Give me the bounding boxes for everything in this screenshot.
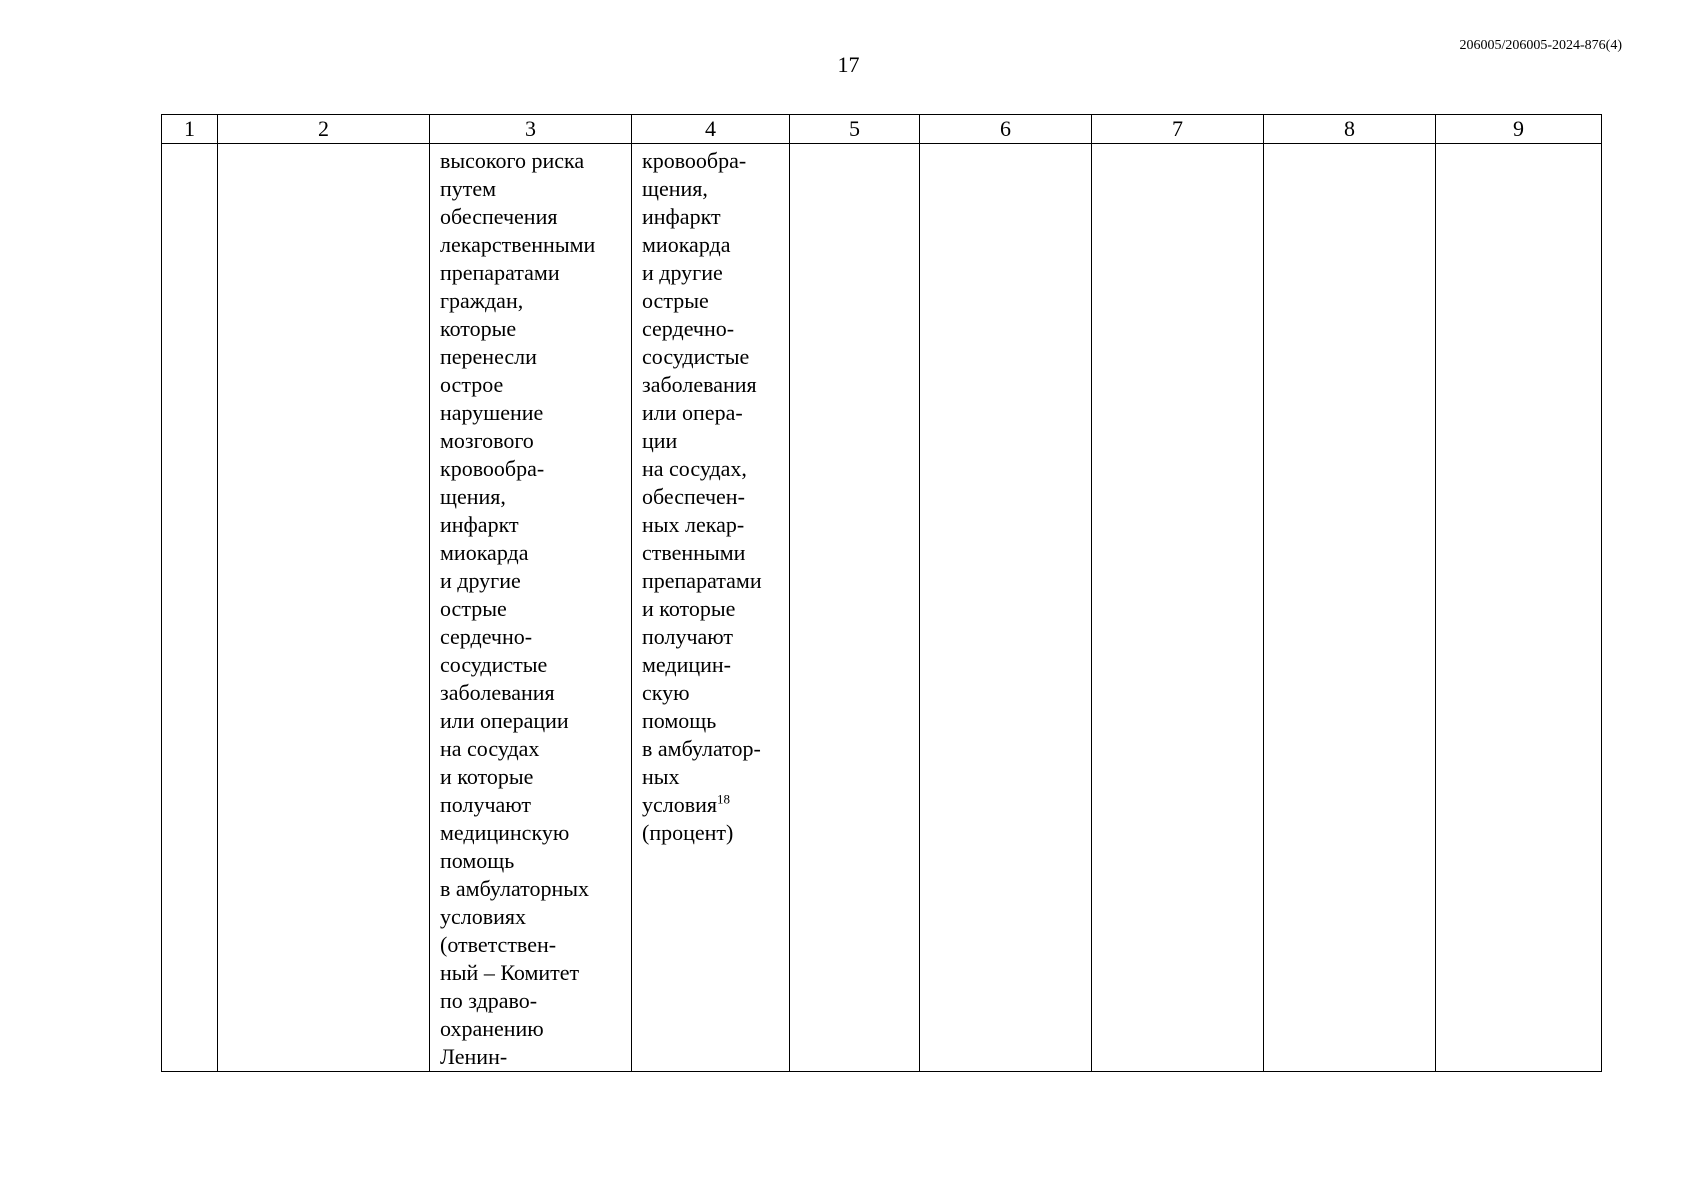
cell-col-4 <box>632 144 790 1072</box>
text-line: инфаркт <box>440 512 519 537</box>
text-line: медицинскую <box>440 820 570 845</box>
text-line: заболевания <box>642 372 757 397</box>
indicator-table <box>161 114 1602 1072</box>
cell-col-9 <box>1436 144 1602 1072</box>
text-line: помощь <box>642 708 717 733</box>
column-header-2: 2 <box>218 115 430 144</box>
text-line: ных лекар- <box>642 512 745 537</box>
text-line: получают <box>440 792 532 817</box>
column-header-3: 3 <box>430 115 632 144</box>
text-line: ных <box>642 764 680 789</box>
text-line: инфаркт <box>642 204 721 229</box>
text-line: заболевания <box>440 680 555 705</box>
column-header-8: 8 <box>1264 115 1436 144</box>
unit-line: (процент) <box>642 820 734 845</box>
text-line: граждан, <box>440 288 524 313</box>
column-header-4: 4 <box>632 115 790 144</box>
text-line: помощь <box>440 848 515 873</box>
document-id: 206005/206005-2024-876(4) <box>1459 38 1622 53</box>
cell-col-3 <box>430 144 632 1072</box>
cell-col-6 <box>920 144 1092 1072</box>
text-line: или операции <box>440 708 569 733</box>
text-line: нарушение <box>440 400 544 425</box>
text-line: сосудистые <box>440 652 548 677</box>
text-line: кровообра- <box>440 456 545 481</box>
page-number: 17 <box>837 52 860 77</box>
text-line: ный – Комитет <box>440 960 580 985</box>
text-line: щения, <box>642 176 708 201</box>
text-line: щения, <box>440 484 506 509</box>
table-row <box>162 144 1602 1072</box>
footnoted-line: условия$^{18}$ <box>642 791 731 817</box>
text-line: кровообра- <box>642 148 747 173</box>
text-line: миокарда <box>440 540 529 565</box>
text-line: скую <box>642 680 690 705</box>
text-line: высокого риска <box>440 148 585 173</box>
text-line: препаратами <box>642 568 762 593</box>
text-line: мозгового <box>440 428 534 453</box>
column-header-9: 9 <box>1436 115 1602 144</box>
event-description-text <box>430 144 631 1071</box>
text-line: в амбулаторных <box>440 876 590 901</box>
cell-col-1 <box>162 144 218 1072</box>
text-line: на сосудах <box>440 736 540 761</box>
text-line: и другие <box>642 260 723 285</box>
text-line: охранению <box>440 1016 544 1041</box>
text-line: по здраво- <box>440 988 538 1013</box>
text-line: острые <box>440 596 507 621</box>
text-line: перенесли <box>440 344 537 369</box>
text-line: получают <box>642 624 734 649</box>
text-line: обеспечения <box>440 204 558 229</box>
text-line: миокарда <box>642 232 731 257</box>
text-line: путем <box>440 176 497 201</box>
cell-col-5 <box>790 144 920 1072</box>
text-line: условиях <box>440 904 527 929</box>
indicator-description-text <box>632 144 789 847</box>
column-header-1: 1 <box>162 115 218 144</box>
footnote-mark: 18 <box>717 791 731 807</box>
text-line: ственными <box>642 540 746 565</box>
column-header-5: 5 <box>790 115 920 144</box>
text-line: Ленин- <box>440 1044 508 1069</box>
text-line: обеспечен- <box>642 484 745 509</box>
text-line: на сосудах, <box>642 456 747 481</box>
text-line: (ответствен- <box>440 932 557 957</box>
text-line: сердечно- <box>440 624 533 649</box>
text-line: острые <box>642 288 709 313</box>
text-line: острое <box>440 372 504 397</box>
cell-col-2 <box>218 144 430 1072</box>
text-line: медицин- <box>642 652 732 677</box>
text-line: и другие <box>440 568 521 593</box>
column-number-row <box>162 115 1602 144</box>
column-header-6: 6 <box>920 115 1092 144</box>
text-line: препаратами <box>440 260 560 285</box>
text-line: в амбулатор- <box>642 736 761 761</box>
text-line: лекарственными <box>440 232 596 257</box>
text-line: или опера- <box>642 400 743 425</box>
text-line: ции <box>642 428 678 453</box>
text-line: сосудистые <box>642 344 750 369</box>
column-header-7: 7 <box>1092 115 1264 144</box>
text-line: которые <box>440 316 517 341</box>
cell-col-8 <box>1264 144 1436 1072</box>
text-line: и которые <box>440 764 534 789</box>
text-line: сердечно- <box>642 316 735 341</box>
cell-col-7 <box>1092 144 1264 1072</box>
text-line: и которые <box>642 596 736 621</box>
